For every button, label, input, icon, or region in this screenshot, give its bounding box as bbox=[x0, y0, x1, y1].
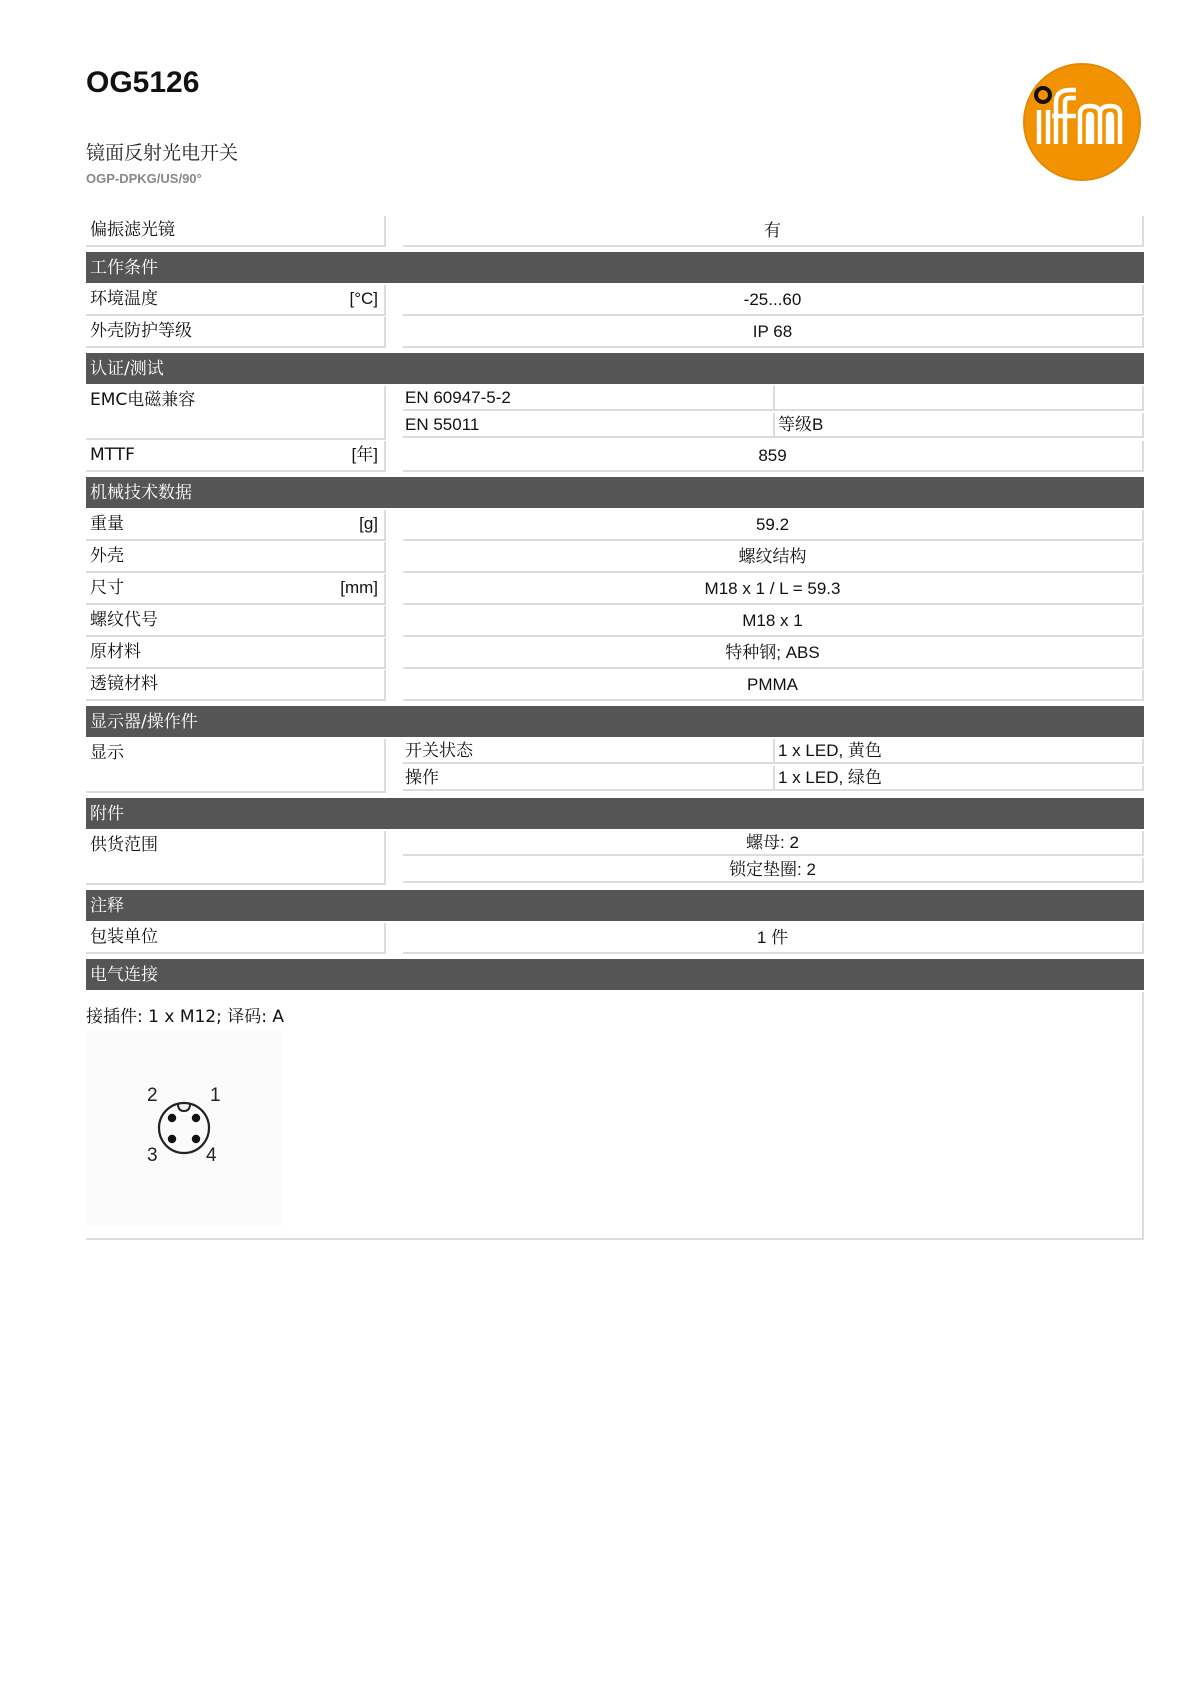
value-housing: 螺纹结构 bbox=[403, 542, 1144, 573]
value-protection: IP 68 bbox=[403, 317, 1144, 348]
section-mechanical: 机械技术数据 bbox=[86, 477, 1144, 508]
ifm-logo bbox=[1022, 62, 1142, 182]
value-weight: 59.2 bbox=[403, 510, 1144, 541]
row-protection bbox=[86, 317, 1144, 348]
unit-dimensions: [mm] bbox=[340, 578, 378, 597]
display-item-value: 1 x LED, 绿色 bbox=[774, 766, 1144, 791]
supply-item bbox=[403, 858, 1144, 883]
display-item-name: 开关状态 bbox=[403, 739, 775, 764]
display-item-value: 1 x LED, 黄色 bbox=[774, 739, 1144, 764]
row-mttf bbox=[86, 441, 1144, 472]
label-thread: 螺纹代号 bbox=[86, 606, 386, 637]
unit-weight: [g] bbox=[359, 514, 378, 533]
value-polarization-filter: 有 bbox=[403, 216, 1144, 247]
electrical-connection-box bbox=[86, 992, 1144, 1240]
pin-4-label: 4 bbox=[206, 1145, 217, 1166]
value-packaging-unit: 1 件 bbox=[403, 923, 1144, 954]
svg-text:ifm: ifm bbox=[1082, 171, 1086, 173]
row-lens-material bbox=[86, 670, 1144, 701]
emc-standard-1-note bbox=[774, 386, 1144, 411]
label-display: 显示 bbox=[86, 739, 386, 793]
row-display bbox=[86, 739, 1144, 793]
row-materials bbox=[86, 638, 1144, 669]
pin-1-dot bbox=[192, 1114, 200, 1122]
label-weight: 重量 [g] bbox=[86, 510, 386, 541]
label-protection: 外壳防护等级 bbox=[86, 317, 386, 348]
value-ambient-temp: -25...60 bbox=[403, 285, 1144, 316]
display-item-name: 操作 bbox=[403, 766, 775, 791]
section-electrical: 电气连接 bbox=[86, 959, 1144, 990]
label-dimensions: 尺寸 [mm] bbox=[86, 574, 386, 605]
label-housing: 外壳 bbox=[86, 542, 386, 573]
m12-connector-icon bbox=[86, 1030, 282, 1226]
row-ambient-temp bbox=[86, 285, 1144, 316]
emc-standard-1-name: EN 60947-5-2 bbox=[403, 386, 775, 411]
emc-standard-1 bbox=[403, 386, 1144, 411]
label-emc: EMC电磁兼容 bbox=[86, 386, 386, 440]
emc-standard-2-note: 等级B bbox=[774, 413, 1144, 438]
row-weight bbox=[86, 510, 1144, 541]
value-lens-material: PMMA bbox=[403, 670, 1144, 701]
row-packaging-unit bbox=[86, 923, 1144, 954]
display-item bbox=[403, 739, 1144, 764]
product-type: 镜面反射光电开关 bbox=[86, 142, 239, 164]
connector-description: 接插件: 1 x M12; 译码: A bbox=[86, 1007, 285, 1027]
value-dimensions: M18 x 1 / L = 59.3 bbox=[403, 574, 1144, 605]
row-thread bbox=[86, 606, 1144, 637]
unit-ambient-temp: [°C] bbox=[349, 289, 378, 308]
row-housing bbox=[86, 542, 1144, 573]
section-notes: 注释 bbox=[86, 890, 1144, 921]
pin-diagram bbox=[86, 1030, 282, 1226]
emc-standard-2 bbox=[403, 413, 1144, 438]
section-operating-conditions: 工作条件 bbox=[86, 252, 1144, 283]
order-code: OGP-DPKG/US/90° bbox=[86, 171, 202, 186]
label-ambient-temp: 环境温度 [°C] bbox=[86, 285, 386, 316]
row-emc bbox=[86, 386, 1144, 440]
pin-3-label: 3 bbox=[147, 1145, 158, 1166]
label-packaging-unit: 包装单位 bbox=[86, 923, 386, 954]
pin-4-dot bbox=[192, 1135, 200, 1143]
section-approvals: 认证/测试 bbox=[86, 353, 1144, 384]
pin-1-label: 1 bbox=[210, 1085, 221, 1106]
supply-item bbox=[403, 831, 1144, 856]
label-materials: 原材料 bbox=[86, 638, 386, 669]
supply-item-value: 锁定垫圈: 2 bbox=[403, 858, 1144, 883]
section-display: 显示器/操作件 bbox=[86, 706, 1144, 737]
pin-2-label: 2 bbox=[147, 1085, 158, 1106]
row-scope-of-supply bbox=[86, 831, 1144, 885]
supply-item-value: 螺母: 2 bbox=[403, 831, 1144, 856]
unit-mttf: [年] bbox=[351, 445, 378, 464]
label-polarization-filter: 偏振滤光镜 bbox=[86, 216, 386, 247]
section-accessories: 附件 bbox=[86, 798, 1144, 829]
label-lens-material: 透镜材料 bbox=[86, 670, 386, 701]
display-item bbox=[403, 766, 1144, 791]
pin-2-dot bbox=[168, 1114, 176, 1122]
label-mttf: MTTF [年] bbox=[86, 441, 386, 472]
value-materials: 特种钢; ABS bbox=[403, 638, 1144, 669]
value-thread: M18 x 1 bbox=[403, 606, 1144, 637]
value-mttf: 859 bbox=[403, 441, 1144, 472]
label-scope-of-supply: 供货范围 bbox=[86, 831, 386, 885]
data-sheet bbox=[86, 216, 1144, 1240]
row-dimensions bbox=[86, 574, 1144, 605]
product-code: OG5126 bbox=[86, 66, 200, 99]
row-polarization-filter bbox=[86, 216, 1144, 247]
emc-standard-2-name: EN 55011 bbox=[403, 413, 775, 438]
pin-3-dot bbox=[168, 1135, 176, 1143]
